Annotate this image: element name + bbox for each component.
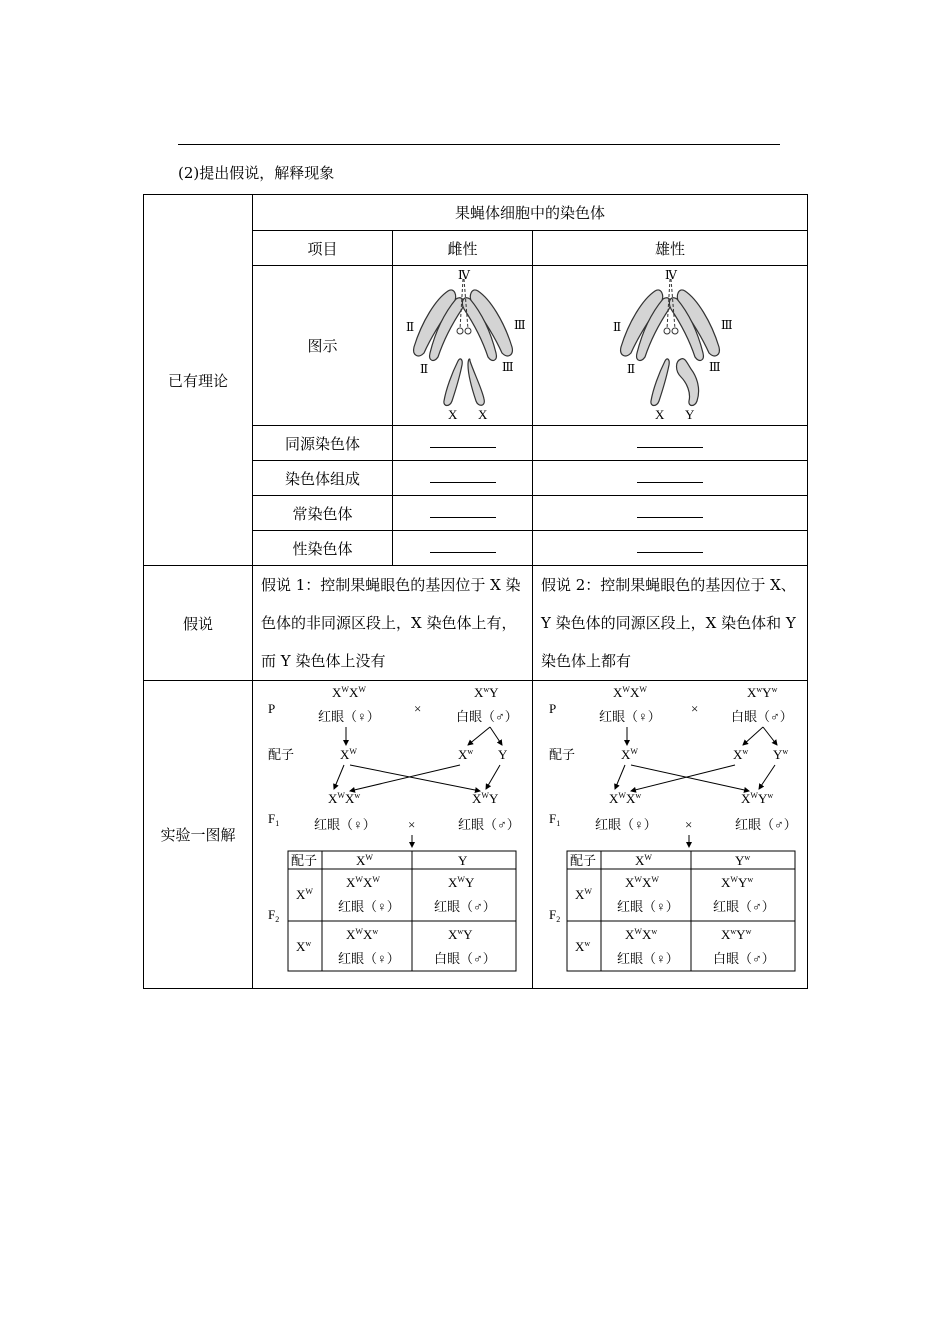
- blank-male-homologous: [533, 426, 808, 461]
- p-female-phenotype: 红眼（♀）: [317, 708, 380, 724]
- row-composition: 染色体组成: [253, 461, 393, 496]
- f2-cell-3-phenotype: 红眼（♀）: [337, 950, 400, 966]
- f2-label: $F_2$: [549, 906, 561, 924]
- f2-cell-4-phenotype: 白眼（♂）: [713, 950, 775, 966]
- f1-male-genotype: $X^WY$: [471, 790, 498, 806]
- f1-male-phenotype: 红眼（♂）: [457, 816, 520, 832]
- f2-punnett-square-1: [288, 851, 516, 971]
- row-homologous: 同源染色体: [253, 426, 393, 461]
- p-label: P: [549, 700, 557, 716]
- punnett-col-xw: $X^W$: [635, 852, 652, 868]
- blank-male-sex: [533, 531, 808, 566]
- top-rule: [178, 144, 780, 145]
- f1-cross: ×: [685, 816, 693, 832]
- blank-female-autosome: [393, 496, 533, 531]
- label-ii-top: Ⅱ: [405, 319, 414, 334]
- f1-female-phenotype: 红眼（♀）: [595, 816, 657, 832]
- f2-cell-3-genotype: $X^WX^w$: [345, 926, 378, 942]
- chr-iv-dot-1: [457, 328, 463, 334]
- label-x-1: X: [447, 406, 457, 419]
- p-female-genotype: $X^WX^W$: [331, 684, 366, 700]
- label-iii-top: Ⅲ: [721, 317, 733, 332]
- f2-cell-1-phenotype: 红眼（♀）: [617, 898, 679, 914]
- f2-cell-4-genotype: $X^wY$: [447, 926, 473, 942]
- label-y: Y: [685, 406, 695, 419]
- chr-x-1: [443, 358, 461, 405]
- punnett-row-xw-recessive: $X^w$: [295, 938, 311, 954]
- row-autosome: 常染色体: [253, 496, 393, 531]
- label-iii-top: Ⅲ: [513, 317, 526, 332]
- label-iv: Ⅳ: [665, 268, 678, 282]
- f2-cell-4-phenotype: 白眼（♂）: [433, 950, 496, 966]
- col-female: 雌性: [393, 231, 533, 266]
- chr-x: [651, 358, 669, 405]
- f1-male-phenotype: 红眼（♂）: [735, 816, 797, 832]
- p-male-genotype: $X^wY^w$: [747, 684, 778, 700]
- table-title: 果蝇体细胞中的染色体: [253, 195, 808, 231]
- gamete-female: $X^W$: [621, 746, 638, 762]
- f2-cell-2-genotype: $X^WY^w$: [721, 874, 754, 890]
- p-male-genotype: $X^wY$: [473, 684, 499, 700]
- cross-diagram-2: [535, 683, 805, 983]
- punnett-row-xw: $X^W$: [575, 886, 592, 902]
- gamete-label: 配子: [267, 746, 294, 762]
- label-ii-top: Ⅱ: [613, 319, 622, 334]
- female-karyotype: [393, 266, 533, 426]
- f2-cell-2-phenotype: 红眼（♂）: [713, 898, 775, 914]
- cross-diagram-2-cell: [533, 681, 808, 989]
- experiment-label: 实验一图解: [144, 681, 253, 989]
- p-cross: ×: [691, 700, 699, 716]
- hypothesis-2: 假说 2：控制果蝇眼色的基因位于 X、Y 染色体的同源区段上，X 染色体和 Y 染色体上都有: [533, 566, 808, 681]
- f2-cell-2-genotype: $X^WY$: [447, 874, 474, 890]
- punnett-header: 配子: [570, 852, 597, 868]
- punnett-row-xw-recessive: $X^w$: [575, 938, 591, 954]
- f2-cell-2-phenotype: 红眼（♂）: [433, 898, 496, 914]
- gamete-male-y: $Y^w$: [773, 746, 789, 762]
- p-female-genotype: $X^WX^W$: [613, 684, 647, 700]
- chr-iv-dot-2: [465, 328, 471, 334]
- f2-cell-3-phenotype: 红眼（♀）: [617, 950, 679, 966]
- chromosome-table: [143, 194, 808, 989]
- label-ii-bottom: Ⅱ: [419, 361, 428, 376]
- blank-male-composition: [533, 461, 808, 496]
- chr-x-2: [468, 358, 484, 404]
- label-iii-bottom: Ⅲ: [501, 359, 514, 374]
- blank-female-composition: [393, 461, 533, 496]
- col-male: 雄性: [533, 231, 808, 266]
- p-female-phenotype: 红眼（♀）: [599, 708, 661, 724]
- f2-cell-3-genotype: $X^WX^w$: [625, 926, 658, 942]
- chr-iv-dot-1: [664, 328, 670, 334]
- punnett-row-xw: $X^W$: [295, 886, 313, 902]
- f2-cell-1-genotype: $X^WX^W$: [625, 874, 659, 890]
- label-x: X: [655, 406, 665, 419]
- theory-label: 已有理论: [144, 195, 253, 566]
- p-cross: ×: [413, 700, 421, 716]
- f2-cell-1-phenotype: 红眼（♀）: [337, 898, 400, 914]
- cross-diagram-1-cell: [253, 681, 533, 989]
- cross-diagram-1: [254, 683, 532, 983]
- f1-female-genotype: $X^WX^w$: [609, 790, 642, 806]
- row-sex-chromosome: 性染色体: [253, 531, 393, 566]
- label-ii-bottom: Ⅱ: [627, 361, 636, 376]
- blank-female-homologous: [393, 426, 533, 461]
- p-label: P: [267, 700, 275, 716]
- col-item: 项目: [253, 231, 393, 266]
- row-diagram-label: 图示: [253, 266, 393, 426]
- hypothesis-1: 假说 1：控制果蝇眼色的基因位于 X 染色体的非同源区段上，X 染色体上有，而 Y 染色体上没有: [253, 566, 533, 681]
- gamete-male-x: $X^w$: [457, 746, 473, 762]
- gamete-female: $X^W$: [339, 746, 357, 762]
- f2-punnett-square-2: [567, 851, 795, 971]
- male-karyotype: [533, 266, 808, 426]
- punnett-col-yw: $Y^w$: [735, 852, 751, 868]
- female-chromosome-diagram: [398, 269, 528, 419]
- blank-female-sex: [393, 531, 533, 566]
- f2-cell-1-genotype: $X^WX^W$: [345, 874, 380, 890]
- p-male-phenotype: 白眼（♂）: [731, 708, 793, 724]
- punnett-header: 配子: [290, 852, 317, 868]
- f1-cross: ×: [407, 816, 415, 832]
- hypothesis-label: 假说: [144, 566, 253, 681]
- punnett-col-xw: $X^W$: [355, 852, 373, 868]
- label-x-2: X: [477, 406, 487, 419]
- gamete-male-y: Y: [497, 746, 507, 762]
- label-iii-bottom: Ⅲ: [709, 359, 721, 374]
- f1-male-genotype: $X^WY^w$: [741, 790, 774, 806]
- chr-iv-dot-2: [672, 328, 678, 334]
- chr-y-hooked: [677, 358, 699, 405]
- f1-female-genotype: $X^WX^w$: [327, 790, 360, 806]
- gamete-label: 配子: [549, 746, 576, 762]
- f1-label: $F_1$: [267, 810, 279, 828]
- gamete-male-x: $X^w$: [733, 746, 749, 762]
- punnett-col-y: Y: [457, 852, 467, 868]
- f2-cell-4-genotype: $X^wY^w$: [721, 926, 752, 942]
- p-male-phenotype: 白眼（♂）: [455, 708, 518, 724]
- section-heading: (2)提出假说，解释现象: [178, 164, 335, 182]
- f1-label: $F_1$: [549, 810, 561, 828]
- blank-male-autosome: [533, 496, 808, 531]
- male-chromosome-diagram: [605, 269, 735, 419]
- f2-label: $F_2$: [267, 906, 279, 924]
- f1-female-phenotype: 红眼（♀）: [313, 816, 376, 832]
- label-iv: Ⅳ: [457, 268, 470, 282]
